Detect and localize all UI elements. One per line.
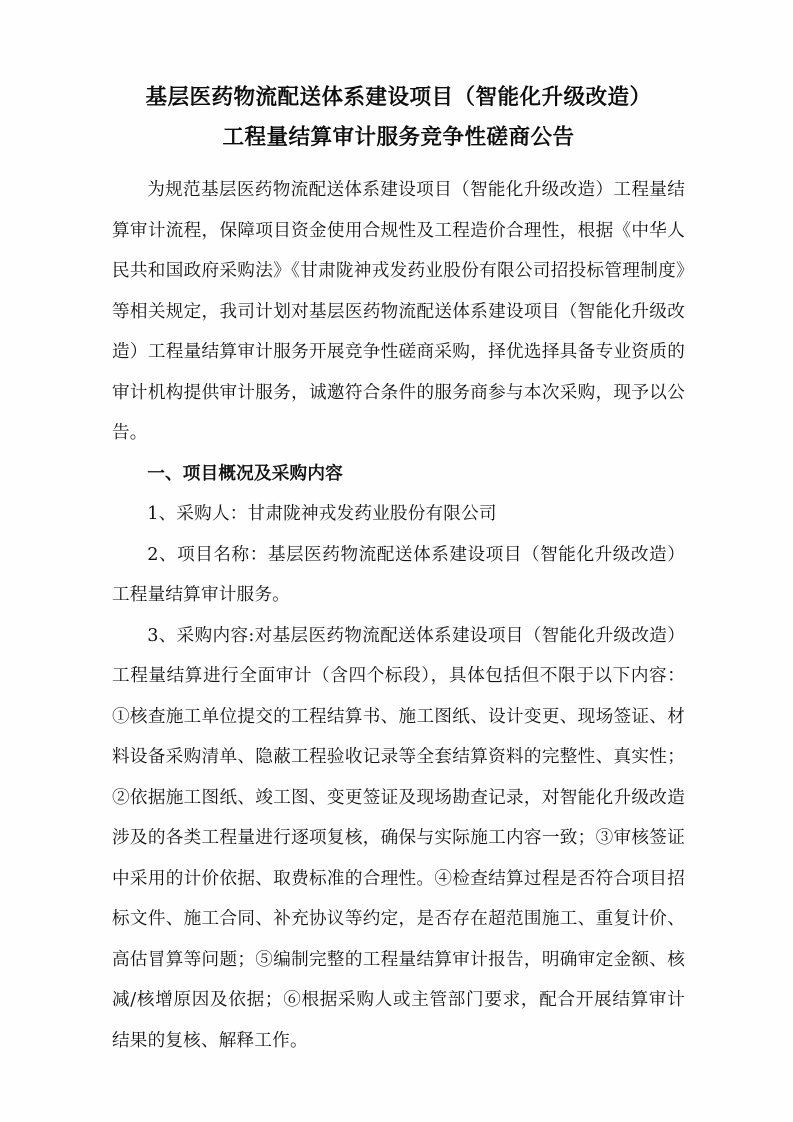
paragraph-purchaser: 1、采购人：甘肃陇神戎发药业股份有限公司: [147, 504, 497, 524]
section-heading-project-overview: 一、项目概况及采购内容: [147, 462, 343, 484]
page-title: [112, 78, 685, 158]
document-body: [112, 170, 685, 1061]
paragraph-project-name: 2、项目名称：基层医药物流配送体系建设项目（智能化升级改造）工程量结算审计服务。: [112, 544, 685, 605]
page-title-line-1: 基层医药物流配送体系建设项目（智能化升级改造）: [145, 85, 652, 110]
paragraph-procurement-content: 3、采购内容:对基层医药物流配送体系建设项目（智能化升级改造）工程量结算进行全面审计（含四个标段），具体包括但不限于以下内容：①核查施工单位提交的工程结算书、施工图纸、设计变更、现场签证、材料设备采购清单、隐蔽工程验收记录等全套结算资料的完整性、真实性；②依据施工图纸、竣工图、变更签证及现场勘查记录，对智能化升级改造涉及的各类工程量进行逐项复核，确保与实际施工内容一致；③审核签证中采用的计价依据、取费标准的合理性。④检查结算过程是否符合项目招标文件、施工合同、补充协议等约定，是否存在超范围施工、重复计价、高估冒算等问题；⑤编制完整的工程量结算审计报告，明确审定金额、核减/核增原因及依据；⑥根据采购人或主管部门要求，配合开展结算审计结果的复核、解释工作。: [112, 625, 685, 1051]
page-title-line-2: 工程量结算审计服务竞争性磋商公告: [222, 125, 575, 150]
paragraph-preamble: 为规范基层医药物流配送体系建设项目（智能化升级改造）工程量结算审计流程，保障项目资金使用合规性及工程造价合理性，根据《中华人民共和国政府采购法》《甘肃陇神戎发药业股份有限公司招投标管理制度》等相关规定，我司计划对基层医药物流配送体系建设项目（智能化升级改造）工程量结算审计服务开展竞争性磋商采购，择优选择具备专业资质的审计机构提供审计服务，诚邀符合条件的服务商参与本次采购，现予以公告。: [112, 180, 685, 443]
